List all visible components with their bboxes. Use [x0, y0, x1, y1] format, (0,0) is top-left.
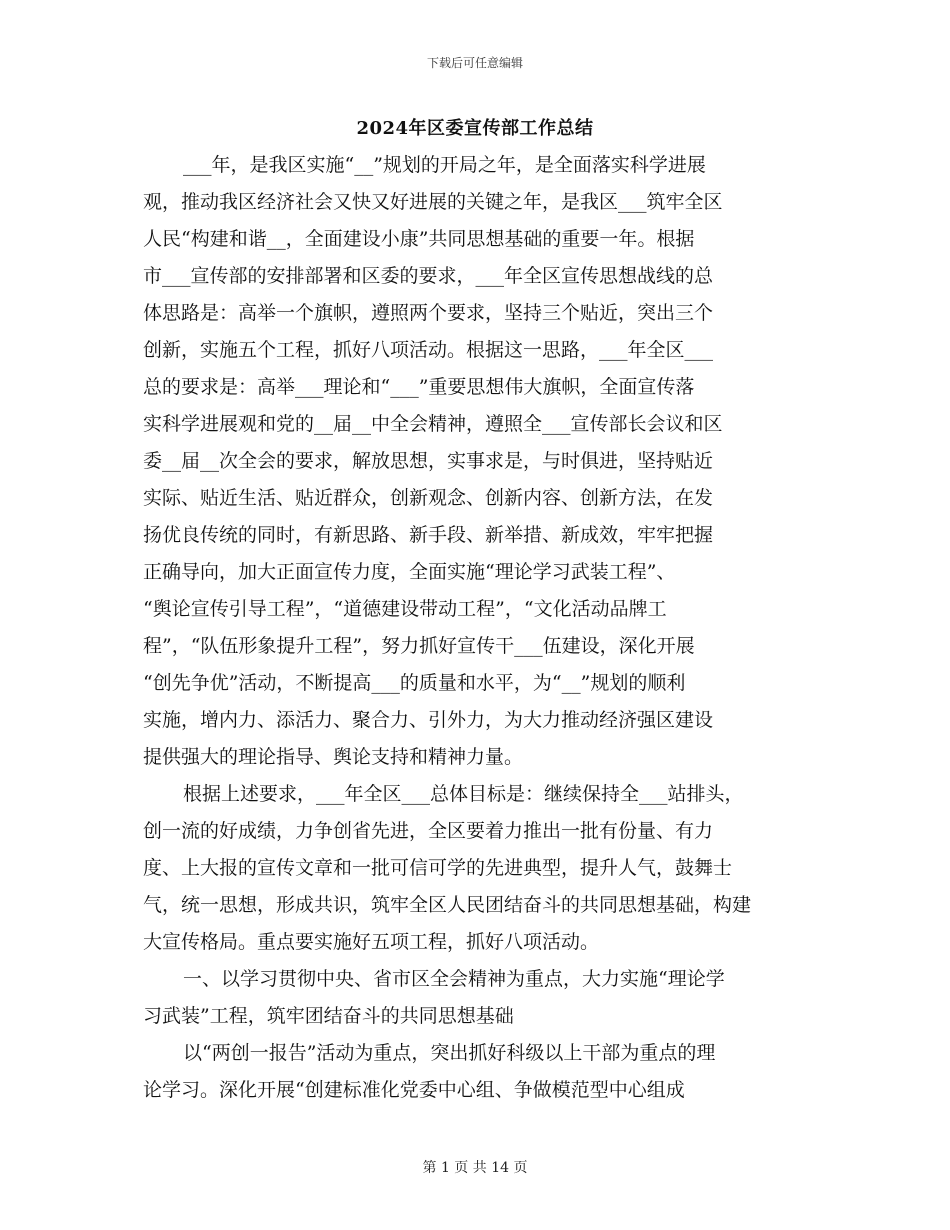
body-line: 论学习。深化开展“创建标准化党委中心组、争做模范型中心组成 [143, 1079, 685, 1101]
body-line: 扬优良传统的同时，有新思路、新手段、新举措、新成效，牢牢把握 [143, 524, 714, 546]
body-line: 市___宣传部的安排部署和区委的要求，___年全区宣传思想战线的总 [143, 265, 714, 287]
section-heading-line: 习武装”工程，筑牢团结奋斗的共同思想基础 [143, 1005, 514, 1027]
body-line: 总的要求是：高举___理论和“___”重要思想伟大旗帜，全面宣传落 [143, 376, 695, 398]
body-line: 创一流的好成绩，力争创省先进，全区要着力推出一批有份量、有力 [143, 820, 714, 842]
body-line: 正确导向，加大正面宣传力度，全面实施“理论学习武装工程”、 [143, 561, 676, 583]
section-heading-line: 一、以学习贯彻中央、省市区全会精神为重点，大力实施“理论学 [183, 968, 725, 990]
body-line: 以“两创一报告”活动为重点，突出抓好科级以上干部为重点的理 [183, 1042, 716, 1064]
body-line: 提供强大的理论指导、舆论支持和精神力量。 [143, 746, 524, 768]
document-body [143, 147, 815, 1109]
page-header-note: 下载后可任意编辑 [426, 56, 523, 70]
body-line: 人民“构建和谐__，全面建设小康”共同思想基础的重要一年。根据 [143, 228, 695, 250]
body-line: “舆论宣传引导工程”，“道德建设带动工程”，“文化活动品牌工 [143, 598, 667, 620]
body-line: 观，推动我区经济社会又快又好进展的关键之年，是我区___筑牢全区 [143, 191, 723, 213]
page-number: 第 1 页 共 14 页 [422, 1160, 528, 1176]
body-line: 委__届__次全会的要求，解放思想，实事求是，与时俱进，坚持贴近 [143, 450, 714, 472]
body-line: 气，统一思想，形成共识，筑牢全区人民团结奋斗的共同思想基础，构建 [143, 894, 752, 916]
body-line: 度、上大报的宣传文章和一批可信可学的先进典型，提升人气，鼓舞士 [143, 857, 733, 879]
body-line: 实际、贴近生活、贴近群众，创新观念、创新内容、创新方法，在发 [143, 487, 714, 509]
body-line: 根据上述要求，___年全区___总体目标是：继续保持全___站排头， [183, 783, 744, 805]
body-line: 实施，增内力、添活力、聚合力、引外力，为大力推动经济强区建设 [143, 709, 714, 731]
body-line: 程”，“队伍形象提升工程”，努力抓好宣传干___伍建设，深化开展 [143, 635, 695, 657]
body-line: 大宣传格局。重点要实施好五项工程，抓好八项活动。 [143, 931, 600, 953]
body-line: ___年，是我区实施“__”规划的开局之年，是全面落实科学进展 [183, 154, 706, 176]
document-title: 2024年区委宣传部工作总结 [356, 118, 594, 139]
body-line: 创新，实施五个工程，抓好八项活动。根据这一思路，___年全区___ [143, 339, 714, 361]
body-line: 实科学进展观和党的__届__中全会精神，遵照全___宣传部长会议和区 [143, 413, 723, 435]
body-line: “创先争优”活动，不断提高___的质量和水平，为“__”规划的顺利 [143, 672, 686, 694]
body-line: 体思路是：高举一个旗帜，遵照两个要求，坚持三个贴近，突出三个 [143, 302, 714, 324]
